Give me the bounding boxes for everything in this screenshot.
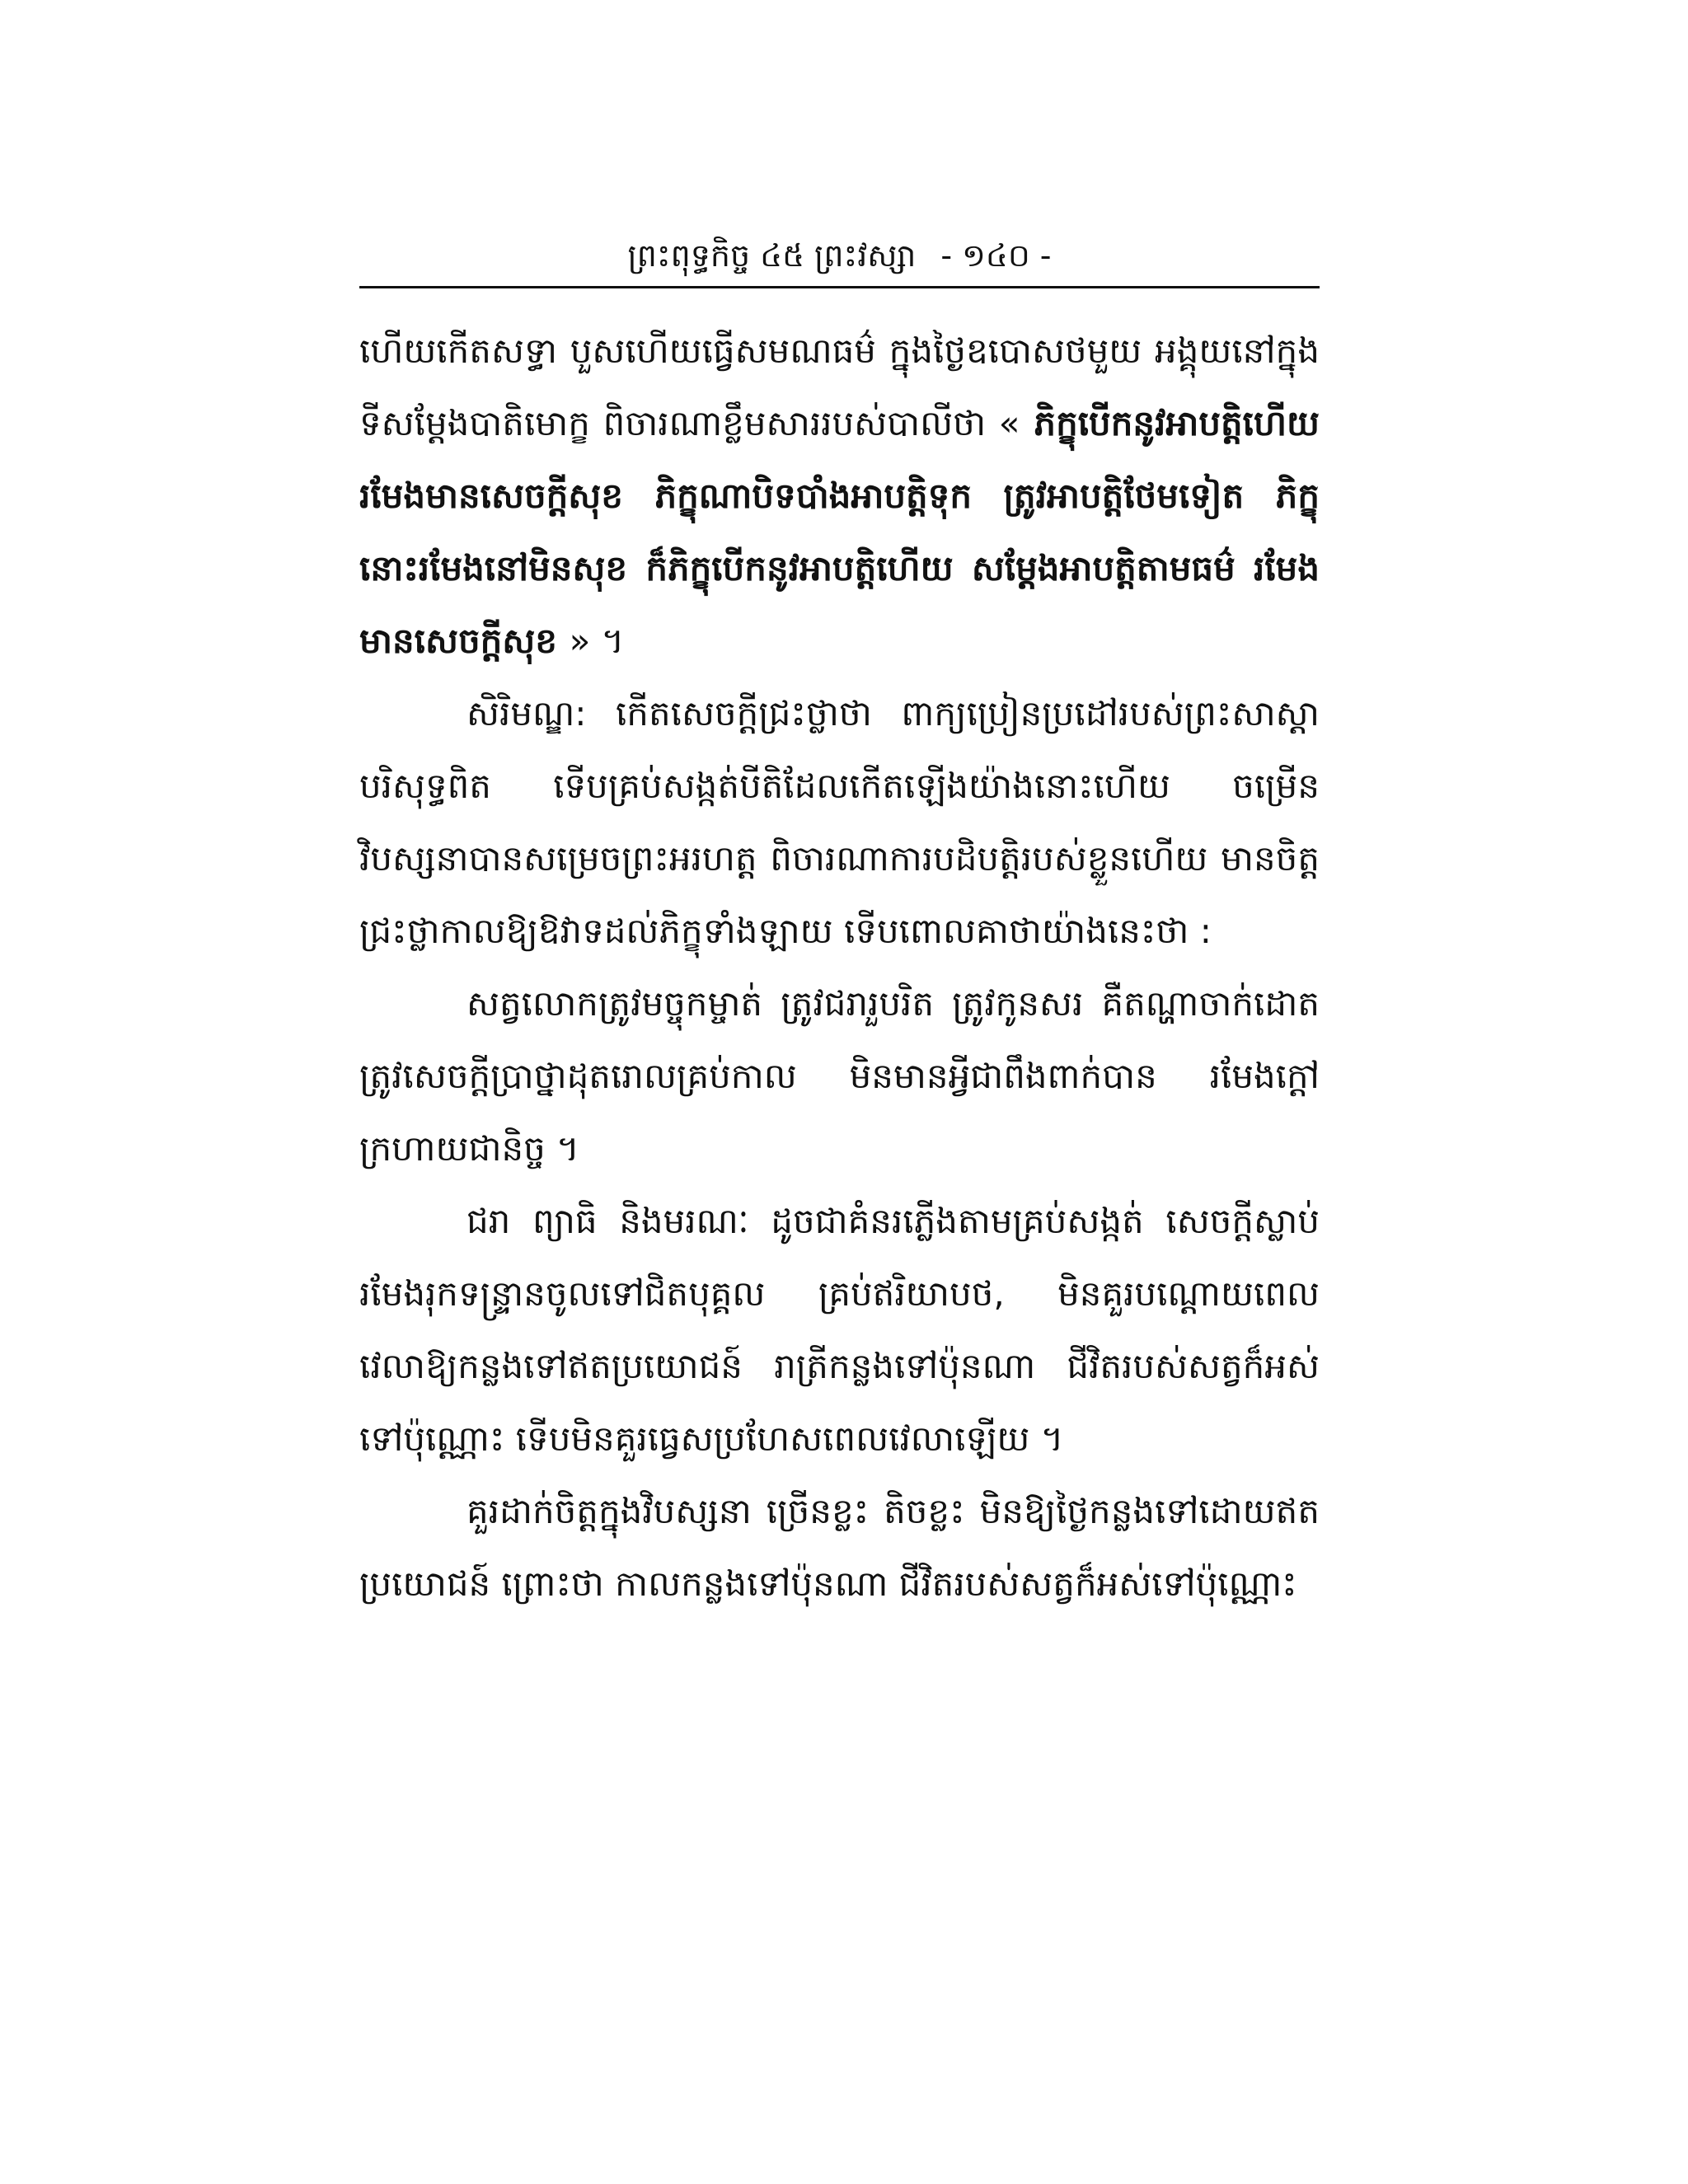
paragraph-1 bbox=[359, 315, 1320, 677]
paragraph-1-intro: ហើយកើតសទ្ធា បួសហើយធ្វើសមណធម៌ ក្នុងថ្ងៃឧបោសថមួយ អង្គុយនៅក្នុងទីសម្តែងបាតិមោក្ខ ពិចារណាខ្លឹមសាររបស់បាលីថា « bbox=[359, 330, 1320, 443]
running-header bbox=[359, 231, 1320, 280]
paragraph-2: សិរិមណ្ឌ: កើតសេចក្តីជ្រះថ្លាថា ពាក្យប្រៀនប្រដៅរបស់ព្រះសាស្តាបរិសុទ្ធពិត ទើបគ្រប់សង្កត់បីតិដែលកើតឡើងយ៉ាងនោះហើយ ចម្រើនវិបស្សនាបានសម្រេចព្រះអរហត្ត ពិចារណាការបដិបត្តិរបស់ខ្លួនហើយ មានចិត្តជ្រះថ្លាកាលឱ្យឱវាទដល់ភិក្ខុទាំងឡាយ ទើបពោលគាថាយ៉ាងនេះថា : bbox=[359, 693, 1320, 951]
paragraph-1-quote: ភិក្ខុបើកនូវអាបត្តិហើយ រមែងមានសេចក្តីសុខ ភិក្ខុណាបិទបាំងអាបត្តិទុក ត្រូវអាបត្តិថែមទៀត ភិក្ខុនោះរមែងនៅមិនសុខ ក៏ភិក្ខុបើកនូវអាបត្តិហើយ សម្តែងអាបត្តិតាមធម៌ រមែងមានសេចក្តីសុខ bbox=[359, 403, 1320, 661]
header-divider bbox=[359, 286, 1320, 288]
paragraph-1-outro: » ។ bbox=[569, 621, 625, 661]
paragraph-5: គួរដាក់ចិត្តក្នុងវិបស្សនា ច្រើនខ្លះ តិចខ្លះ មិនឱ្យថ្ងៃកន្លងទៅដោយឥតប្រយោជន៍ ព្រោះថា កាលកន្លងទៅប៉ុនណា ជីវិតរបស់សត្វក៏អស់ទៅប៉ុណ្ណោះ bbox=[359, 1491, 1320, 1604]
header-title: ព្រះពុទ្ធកិច្ច ៤៥ ព្រះវស្សា bbox=[627, 237, 917, 274]
paragraph-4: ជរា ព្យាធិ និងមរណៈ ដូចជាគំនរភ្លើងតាមគ្រប់សង្កត់ សេចក្តីស្លាប់រមែងរុកទន្ទ្រានចូលទៅជិតបុគ្គល គ្រប់ឥរិយាបថ, មិនគួរបណ្តោយពេលវេលាឱ្យកន្លងទៅឥតប្រយោជន៍ រាត្រីកន្លងទៅប៉ុនណា ជីវិតរបស់សត្វក៏អស់ទៅប៉ុណ្ណោះ ទើបមិនគួរធ្វេសប្រហែសពេលវេលាឡើយ ។ bbox=[359, 1201, 1320, 1459]
paragraph-3: សត្វលោកត្រូវមច្ចុកម្ចាត់ ត្រូវជរារួបរិត ត្រូវកូនសរ គឺតណ្ហាចាក់ដោត ត្រូវសេចក្តីប្រាថ្នាដុតរោលគ្រប់កាល មិនមានអ្វីជាពឹងពាក់បាន រមែងក្តៅក្រហាយជានិច្ច ។ bbox=[359, 983, 1320, 1169]
header-page-number: - ១៤០ - bbox=[940, 237, 1052, 274]
body-text bbox=[359, 315, 1320, 1620]
